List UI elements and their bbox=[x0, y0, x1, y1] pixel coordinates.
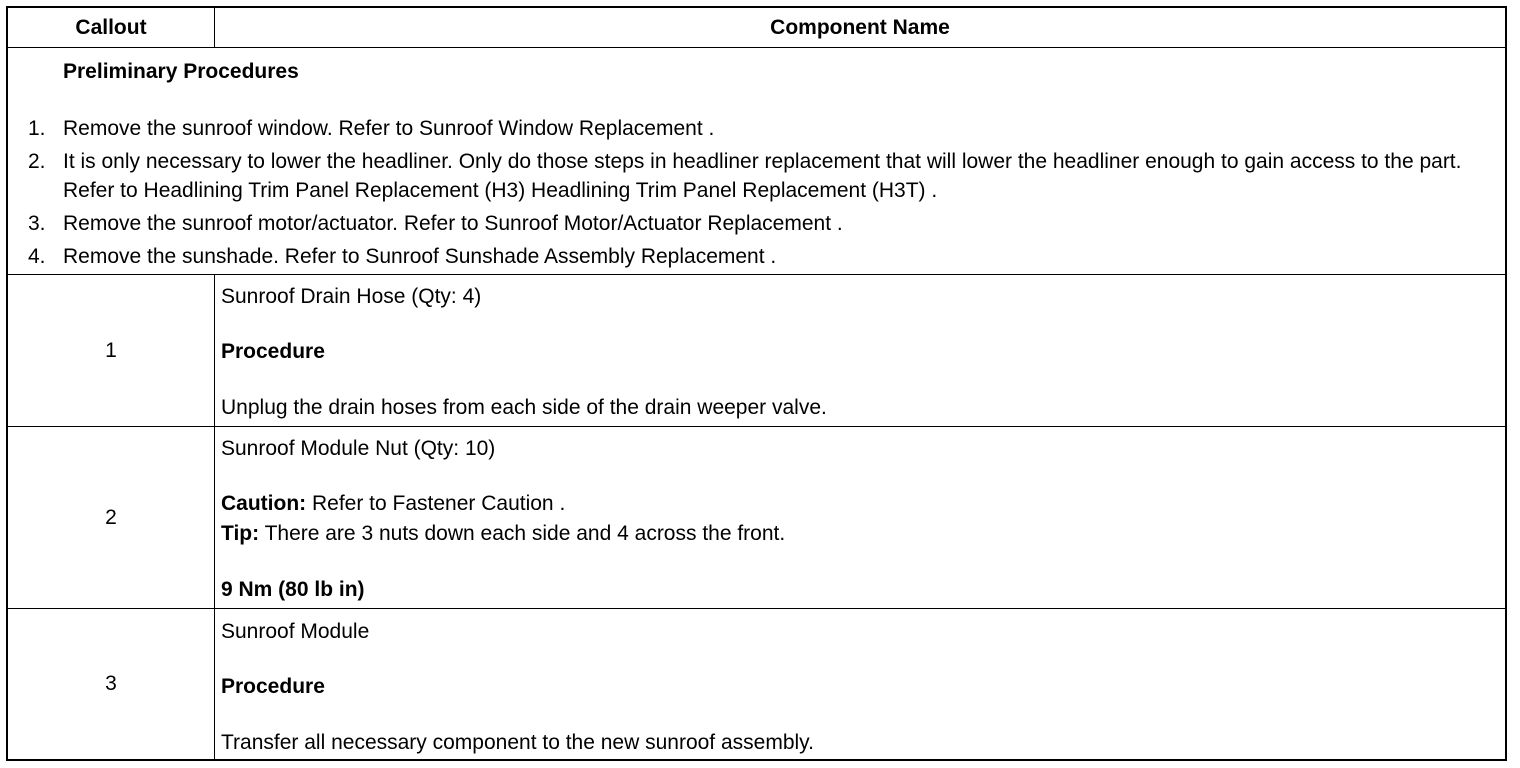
table-row bbox=[8, 275, 1505, 427]
callout-number: 3 bbox=[8, 609, 215, 759]
table-row bbox=[8, 427, 1505, 609]
procedure-label: Procedure bbox=[221, 340, 325, 363]
tip-label: Tip: bbox=[221, 522, 260, 545]
component-table bbox=[6, 6, 1507, 761]
component-cell bbox=[215, 609, 1505, 759]
step-number: 2. bbox=[28, 150, 46, 173]
torque-spec: 9 Nm (80 lb in) bbox=[221, 578, 365, 601]
table-row bbox=[8, 609, 1505, 759]
preliminary-title: Preliminary Procedures bbox=[63, 60, 299, 83]
preliminary-step bbox=[8, 114, 1485, 143]
table-header-row bbox=[8, 8, 1505, 48]
step-text: It is only necessary to lower the headliner. Only do those steps in headliner replacement that will lower the headliner enough to gain access to the part. Refer to Headlining Trim Panel Replacement (H3) Headlining Trim Panel Replacement (H3T) . bbox=[63, 150, 1462, 202]
caution-line bbox=[221, 492, 565, 516]
callout-number: 2 bbox=[8, 427, 215, 608]
procedure-text: Unplug the drain hoses from each side of the drain weeper valve. bbox=[221, 396, 827, 419]
component-name: Sunroof Drain Hose (Qty: 4) bbox=[221, 285, 482, 308]
component-name: Sunroof Module bbox=[221, 620, 370, 643]
step-text: Remove the sunroof window. Refer to Sunroof Window Replacement . bbox=[63, 117, 715, 140]
preliminary-step bbox=[8, 242, 1485, 271]
preliminary-steps-list bbox=[8, 114, 1485, 275]
procedure-text: Transfer all necessary component to the new sunroof assembly. bbox=[221, 731, 814, 754]
component-cell bbox=[215, 427, 1505, 608]
caution-text: Refer to Fastener Caution . bbox=[306, 492, 566, 515]
header-callout: Callout bbox=[8, 8, 215, 47]
step-text: Remove the sunshade. Refer to Sunroof Sunshade Assembly Replacement . bbox=[63, 245, 777, 268]
component-name: Sunroof Module Nut (Qty: 10) bbox=[221, 437, 496, 460]
step-number: 1. bbox=[28, 117, 46, 140]
header-component-name: Component Name bbox=[770, 15, 950, 39]
step-number: 3. bbox=[28, 212, 46, 235]
step-number: 4. bbox=[28, 245, 46, 268]
component-cell bbox=[215, 275, 1505, 426]
callout-number: 1 bbox=[8, 275, 215, 426]
tip-line bbox=[221, 522, 785, 546]
tip-text: There are 3 nuts down each side and 4 across the front. bbox=[259, 522, 786, 545]
preliminary-procedures-row bbox=[8, 48, 1505, 275]
step-text: Remove the sunroof motor/actuator. Refer to Sunroof Motor/Actuator Replacement . bbox=[63, 212, 843, 235]
procedure-label: Procedure bbox=[221, 675, 325, 698]
preliminary-step bbox=[8, 147, 1485, 205]
caution-label: Caution: bbox=[221, 492, 307, 515]
preliminary-step bbox=[8, 209, 1485, 238]
